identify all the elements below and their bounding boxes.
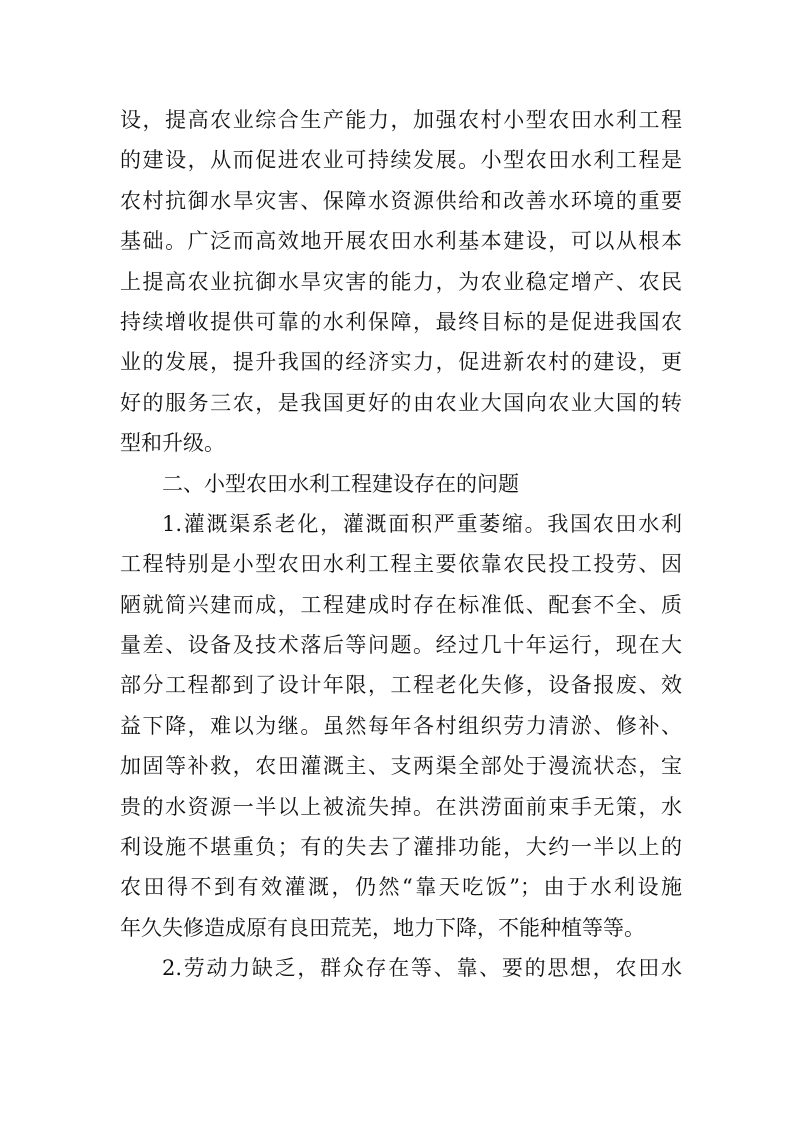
text-line: 加固等补救，农田灌溉主、支两渠全部处于漫流状态，宝 [120, 754, 682, 779]
text-line: 部分工程都到了设计年限，工程老化失修，设备报废、效 [120, 673, 682, 698]
text-line: 2.劳动力缺乏，群众存在等、靠、要的思想，农田水 [162, 956, 682, 981]
text-line: 陋就简兴建而成，工程建成时存在标准低、配套不全、质 [120, 592, 682, 617]
paragraph-point-1 [120, 504, 682, 948]
text-line: 上提高农业抗御水旱灾害的能力，为农业稳定增产、农民 [120, 269, 682, 294]
text-line: 型和升级。 [120, 431, 225, 456]
text-line: 好的服务三农，是我国更好的由农业大国向农业大国的转 [120, 390, 682, 415]
section-heading [120, 464, 682, 504]
text-line: 量差、设备及技术落后等问题。经过几十年运行，现在大 [120, 633, 682, 658]
text-line: 设，提高农业综合生产能力，加强农村小型农田水利工程 [120, 108, 682, 132]
document-body [120, 100, 682, 989]
text-line: 年久失修造成原有良田荒芜，地力下降，不能种植等等。 [120, 915, 645, 940]
text-line: 益下降，难以为继。虽然每年各村组织劳力清淤、修补、 [120, 713, 682, 738]
text-line: 工程特别是小型农田水利工程主要依靠农民投工投劳、因 [120, 552, 682, 577]
text-line: 农田得不到有效灌溉，仍然“靠天吃饭”；由于水利设施 [120, 875, 682, 900]
paragraph-point-2 [120, 948, 682, 988]
text-line: 农村抗御水旱灾害、保障水资源供给和改善水环境的重要 [120, 188, 682, 213]
text-line: 利设施不堪重负；有的失去了灌排功能，大约一半以上的 [120, 835, 682, 860]
text-line: 业的发展，提升我国的经济实力，促进新农村的建设，更 [120, 350, 682, 375]
text-line: 持续增收提供可靠的水利保障，最终目标的是促进我国农 [120, 309, 682, 334]
text-line: 基础。广泛而高效地开展农田水利基本建设，可以从根本 [120, 229, 682, 254]
text-line: 1.灌溉渠系老化，灌溉面积严重萎缩。我国农田水利 [162, 511, 682, 536]
text-line: 贵的水资源一半以上被流失掉。在洪涝面前束手无策，水 [120, 794, 682, 819]
paragraph-intro [120, 100, 682, 464]
text-line: 的建设，从而促进农业可持续发展。小型农田水利工程是 [120, 148, 682, 173]
heading-line: 二、小型农田水利工程建设存在的问题 [162, 471, 519, 496]
